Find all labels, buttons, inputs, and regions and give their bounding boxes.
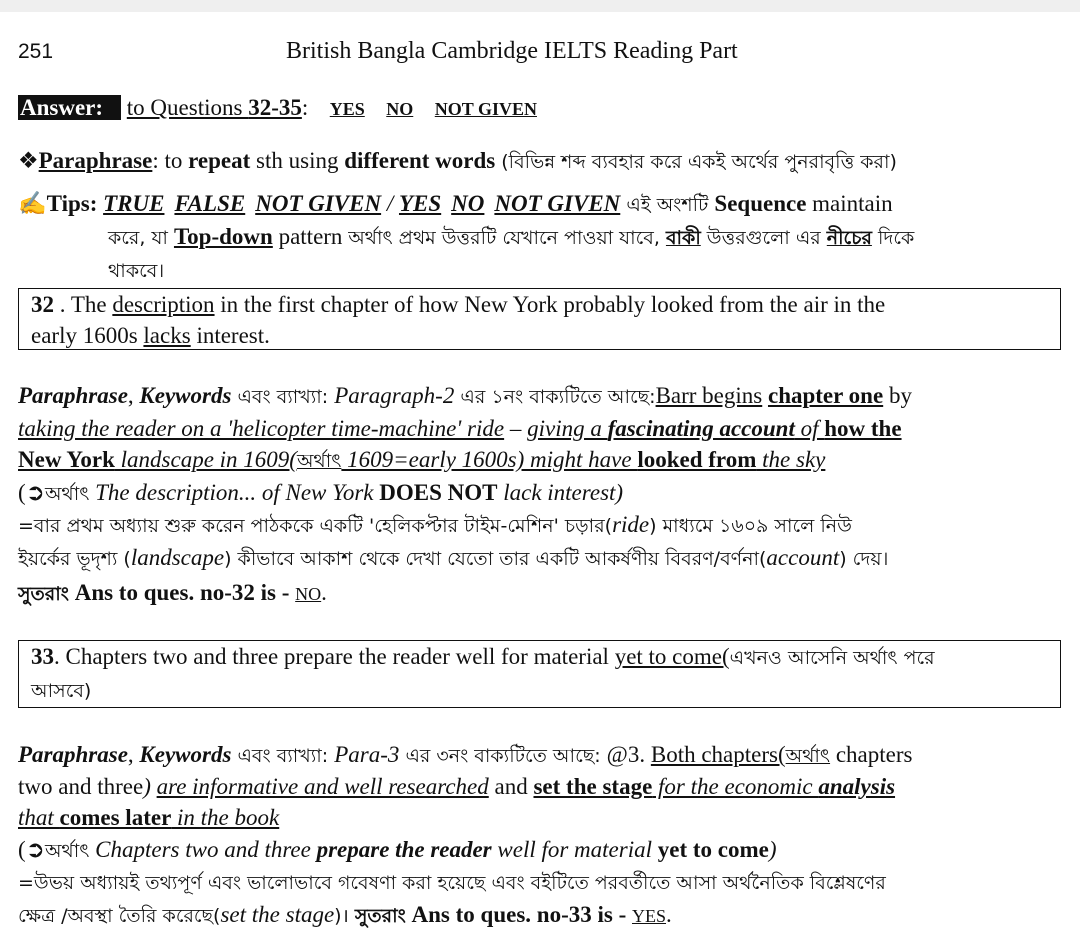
q32-explanation-line-2: taking the reader on a 'helicopter time-machine' ride – giving a fascinating account of how the <box>18 416 902 441</box>
top-edge <box>0 0 1080 12</box>
q32-answer-line: সুতরাং Ans to ques. no-32 is - NO. <box>18 580 327 605</box>
tips-line-3: থাকবে। <box>108 260 165 282</box>
tips-line-2: করে, যা Top-down pattern অর্থাৎ প্রথম উত্তরটি যেখানে পাওয়া যাবে, বাকী উত্তরগুলো এর নীচের দিকে <box>108 224 915 249</box>
answer-line: Answer: to Questions 32-35: YES NO NOT GIVEN <box>20 95 537 120</box>
q33-explanation-line-2: two and three) are informative and well researched and set the stage for the economic analysis <box>18 774 896 799</box>
answer-option-yes: YES <box>329 99 365 119</box>
writing-hand-icon: ✍ <box>18 191 47 216</box>
q33-explanation-line-3: that comes later in the book <box>18 805 280 830</box>
paraphrase-term: Paraphrase <box>38 148 153 173</box>
tips-label: Tips: <box>46 191 104 216</box>
answer-option-no: NO <box>386 99 414 119</box>
answer-option-not-given: NOT GIVEN <box>434 99 537 119</box>
running-title: British Bangla Cambridge IELTS Reading Part <box>286 38 738 64</box>
arrow-icon: (➲ <box>18 837 45 862</box>
answer-questions-text: to Questions 32-35 <box>126 95 302 120</box>
q32-explanation-line-3: New York landscape in 1609(অর্থাৎ 1609=early 1600s) might have looked from the sky <box>18 447 826 472</box>
page-number: 251 <box>18 40 54 63</box>
question-32-box: 32 . The description in the first chapter of how New York probably looked from the air in the early 1600s lacks interest. <box>18 288 1061 350</box>
q33-explanation-line-1: Paraphrase, Keywords এবং ব্যাখ্যা: Para-3 এর ৩নং বাক্যটিতে আছে: @3. Both chapters(অর্থাৎ chapters <box>18 742 913 767</box>
q33-explanation-line-5: =উভয় অধ্যায়ই তথ্যপূর্ণ এবং ভালোভাবে গবেষণা করা হয়েছে এবং বইটিতে পরবর্তীতে আসা অর্থনৈতিক বিশ্লেষণের <box>18 872 886 894</box>
paraphrase-definition: ❖Paraphrase: to repeat sth using different words (বিভিন্ন শব্দ ব্যবহার করে একই অর্থের পুনরাবৃত্তি করা) <box>18 148 897 173</box>
q32-explanation-line-6: ইয়র্কের ভূদৃশ্য (landscape) কীভাবে আকাশ থেকে দেখা যেতো তার একটি আকর্ষণীয় বিবরণ/বর্ণনা(account) দেয়। <box>18 545 889 570</box>
question-33-number: 33 <box>31 644 54 669</box>
question-33-box: 33. Chapters two and three prepare the reader well for material yet to come(এখনও আসেনি অর্থাৎ পরে আসবে) <box>18 640 1061 708</box>
q32-answer: NO <box>295 584 322 604</box>
question-32-number: 32 <box>31 292 54 317</box>
q33-explanation-line-4: (➲অর্থাৎ Chapters two and three prepare the reader well for material yet to come) <box>18 837 777 862</box>
diamond-bullet-icon: ❖ <box>18 148 39 173</box>
tips-line-1: ✍Tips: TRUE FALSE NOT GIVEN / YES NO NOT GIVEN এই অংশটি Sequence maintain <box>18 191 893 216</box>
answer-label: Answer: <box>18 95 121 120</box>
arrow-icon: (➲ <box>18 480 45 505</box>
q32-explanation-line-4: (➲অর্থাৎ The description... of New York DOES NOT lack interest) <box>18 480 624 505</box>
q32-explanation-line-1: Paraphrase, Keywords এবং ব্যাখ্যা: Paragraph-2 এর ১নং বাক্যটিতে আছে:Barr begins chapter one by <box>18 383 912 408</box>
q33-answer: YES <box>632 906 667 926</box>
q33-explanation-line-6: ক্ষেত্র /অবস্থা তৈরি করেছে(set the stage)। সুতরাং Ans to ques. no-33 is - YES. <box>18 902 672 927</box>
q32-explanation-line-5: =বার প্রথম অধ্যায় শুরু করেন পাঠককে একটি 'হেলিকপ্টার টাইম-মেশিন' চড়ার(ride) মাধ্যমে ১৬০৯ সালে নিউ <box>18 512 852 537</box>
